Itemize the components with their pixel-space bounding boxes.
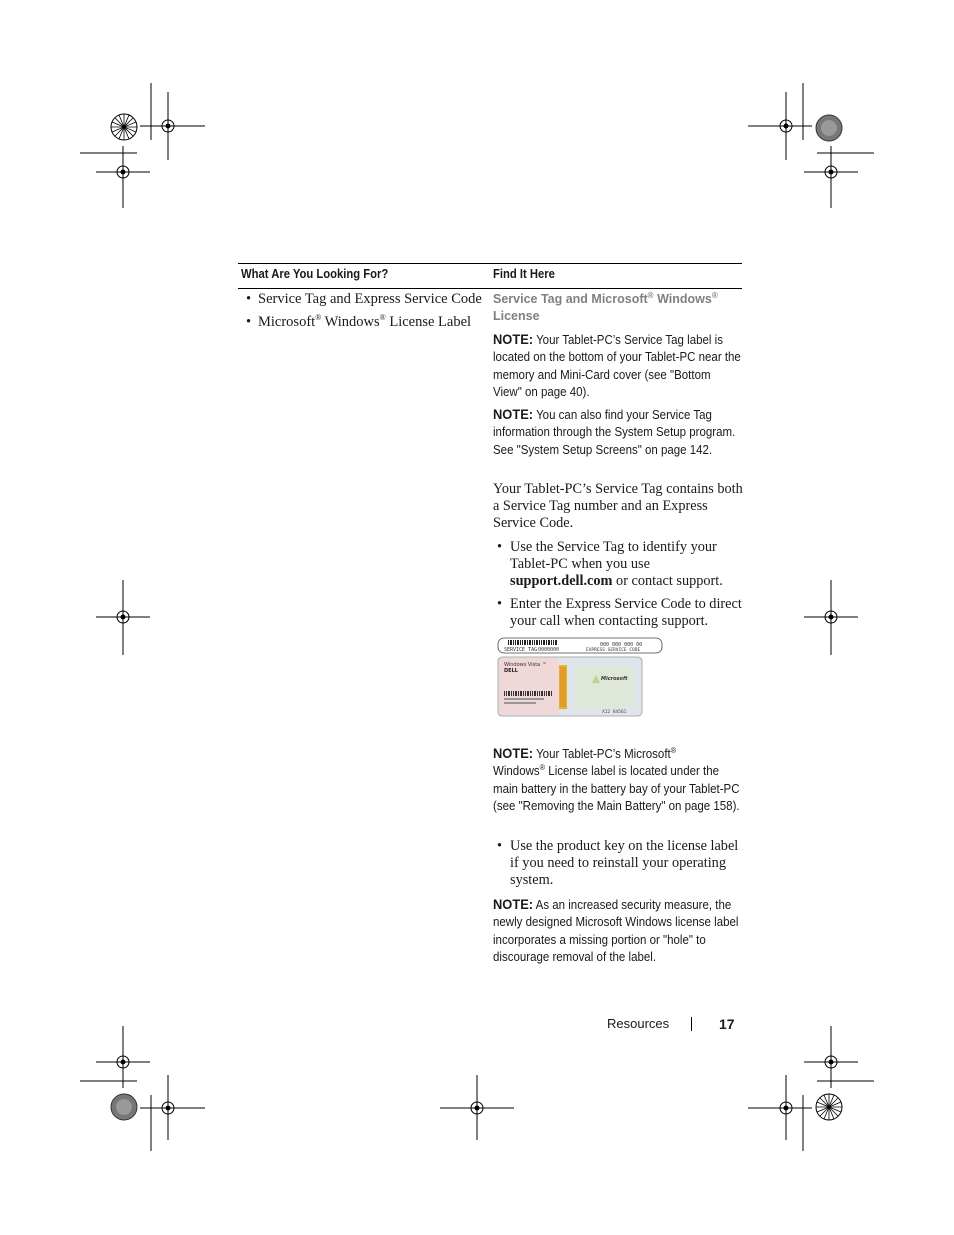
column-header-find-it-here: Find It Here — [493, 267, 555, 281]
left-item-license-label: • Microsoft® Windows® License Label — [246, 313, 472, 330]
table-header-rule — [238, 288, 742, 289]
bullet-dot: • — [246, 314, 252, 330]
note-service-tag-location: NOTE: Your Tablet-PC’s Service Tag label is located on the bottom of your Tablet-PC near the memory and Mini-Card cover (see "Bottom View" on page 40). — [493, 331, 741, 399]
footer-divider — [691, 1017, 692, 1031]
note-system-setup: NOTE: You can also find your Service Tag information through the System Setup program. See "System Setup Screens" on page 142. — [493, 406, 736, 457]
svg-text:Windows Vista ™: Windows Vista ™ — [504, 662, 547, 668]
label-illustration — [496, 637, 664, 719]
footer-section-name: Resources — [607, 1016, 670, 1031]
service-tag-description: Your Tablet-PC’s Service Tag contains both a Service Tag number and an Express Service Code. — [493, 481, 743, 531]
column-header-looking-for: What Are You Looking For? — [241, 267, 389, 281]
note-license-location: NOTE: Your Tablet-PC’s Microsoft® Windows® License label is located under the main battery in the battery bay of your Tablet-PC (see "Removing the Main Battery" on page 158). — [493, 745, 740, 813]
svg-text:SERVICE TAG: SERVICE TAG — [504, 647, 538, 653]
svg-text:0000000: 0000000 — [538, 647, 560, 653]
barcode-icon — [508, 640, 557, 645]
svg-text:X12 84561: X12 84561 — [602, 710, 627, 715]
note-security-hole: NOTE: As an increased security measure, the newly designed Microsoft Windows license label incorporates a missing portion or "hole" to discourage removal of the label. — [493, 896, 739, 964]
bullet-express-code-usage: • Enter the Express Service Code to direct your call when contacting support. — [497, 596, 742, 629]
svg-text:EXPRESS SERVICE CODE: EXPRESS SERVICE CODE — [586, 648, 641, 653]
left-item-service-tag: • Service Tag and Express Service Code — [246, 291, 482, 307]
support-link[interactable]: support.dell.com — [510, 573, 613, 589]
section-title: Service Tag and Microsoft® Windows® License — [493, 290, 718, 323]
page-number: 17 — [719, 1016, 735, 1032]
table-top-rule — [238, 263, 742, 264]
svg-text:DELL: DELL — [504, 668, 518, 674]
svg-text:Microsoft: Microsoft — [601, 676, 628, 682]
bullet-dot: • — [246, 291, 252, 307]
bullet-service-tag-usage: • Use the Service Tag to identify your Tablet-PC when you use support.dell.com or contact support. — [497, 539, 723, 589]
bullet-product-key-usage: • Use the product key on the license label if you need to reinstall your operating system. — [497, 838, 739, 888]
svg-text:000 000 000 00: 000 000 000 00 — [600, 642, 643, 648]
